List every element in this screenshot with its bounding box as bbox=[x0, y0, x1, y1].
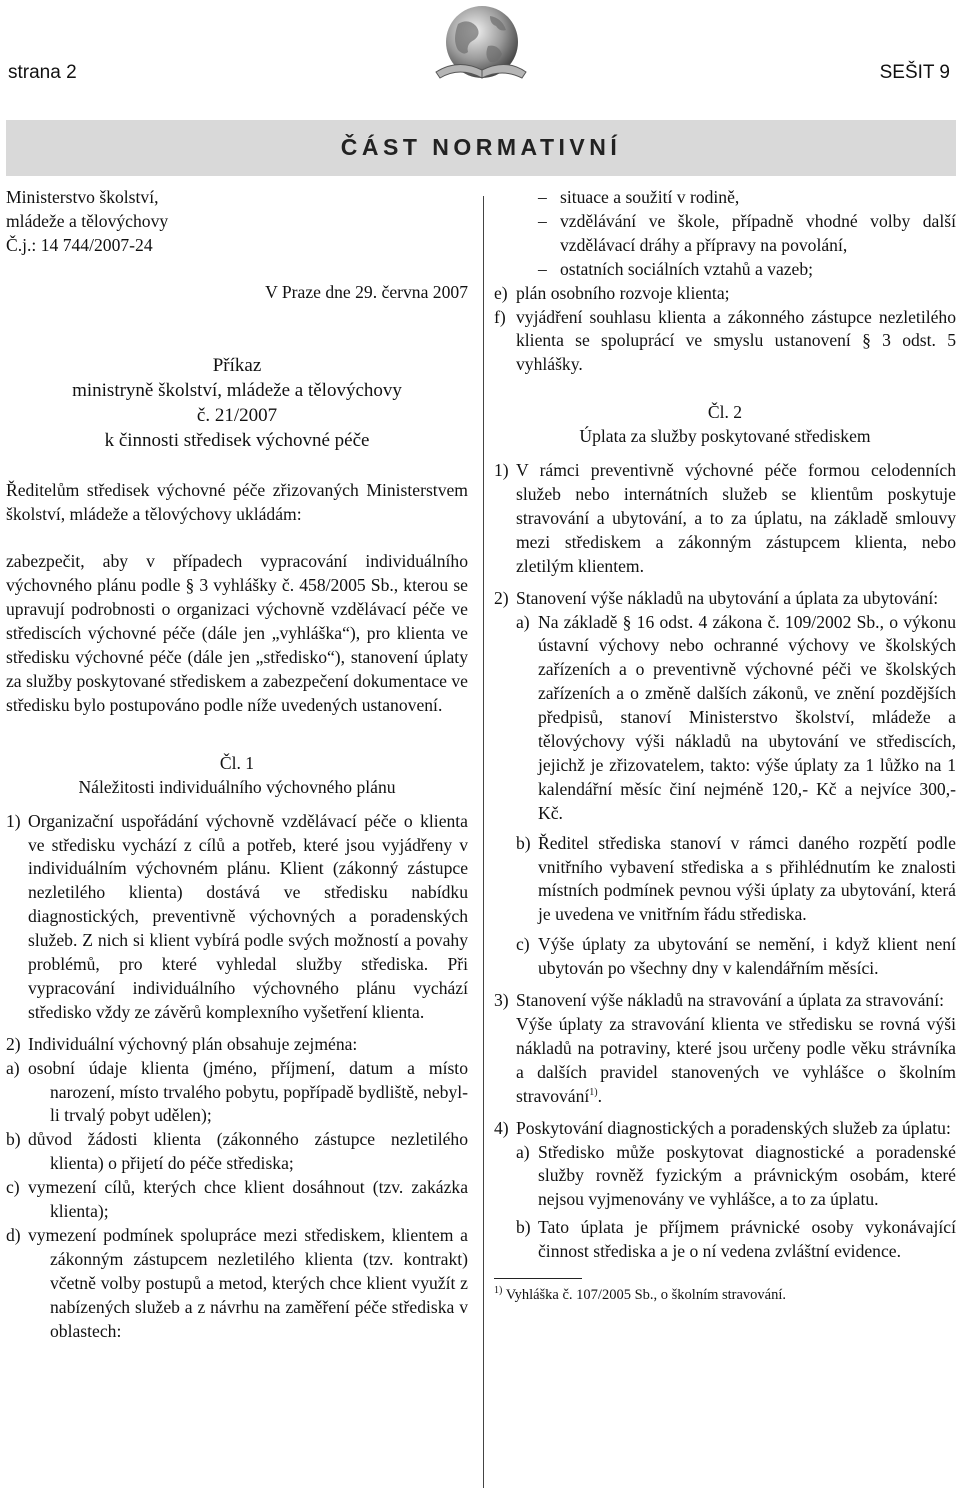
item-text: Na základě § 16 odst. 4 zákona č. 109/2002 Sb., o výkonu ústavní výchovy nebo ochranné výchovy ve školských zařízeních a o preventivně výchovné péči ve školských zařízeních a o změně dalších zákonů, ve znění pozdějších předpisů, stanoví Ministerstvo školství, mládeže a tělovýchovy výši nákladů na ubytování ve střediscích, jejichž je zřizovatelem, takto: výše úplaty za 1 lůžko na 1 kalendářní měsíc činí nejméně 120,- Kč a nejvíce 300,- Kč. bbox=[538, 611, 956, 823]
dash-text: situace a soužití v rodině, bbox=[560, 187, 740, 207]
paragraph-number: 4) bbox=[494, 1117, 509, 1138]
order-title-3: č. 21/2007 bbox=[196, 404, 278, 426]
list-item bbox=[6, 1057, 468, 1129]
item-text: plán osobního rozvoje klienta; bbox=[516, 282, 730, 303]
paragraph-text: Stanovení výše nákladů na stravování a úplata za stravování: bbox=[516, 990, 944, 1011]
footnote-text: Vyhláška č. 107/2005 Sb., o školním stravování. bbox=[502, 1287, 787, 1304]
intro-paragraph: zabezpečit, aby v případech vypracování individuálního výchovného plánu podle § 3 vyhlášky č. 458/2005 Sb., kterou se upravují podrobnosti o organizaci výchovně vzdělávací péče ve střediscích výchovné péče (dále jen „vyhláška“), pro klienta ve středisku výchovné péče (dále jen „středisko“), stanovení úplaty za služby poskytované střediskem a zabezpečení dokumentace ve středisku bylo postupováno podle níže uvedených ustanovení. bbox=[6, 551, 468, 715]
item-text: důvod žádosti klienta (zákonného zástupce nezletilého klienta) o přijetí do péče střediska; bbox=[28, 1129, 468, 1174]
order-title-4: k činnosti středisek výchovné péče bbox=[104, 429, 370, 451]
item-text: osobní údaje klienta (jméno, příjmení, datum a místo narození, místo trvalého pobytu, popřípadě bydliště, nebyl-li trvalý pobyt udělen); bbox=[28, 1057, 468, 1126]
item-text: Ředitel střediska stanoví v rámci daného rozpětí podle vnitřního vybavení střediska a s přihlédnutím ke znalosti místních podmínek pevnou výši úplaty za ubytování, která je uvedena ve vnitřním řádu střediska. bbox=[538, 832, 956, 925]
article-1-label: Čl. 1 bbox=[219, 752, 255, 773]
dash-mark: – bbox=[538, 187, 547, 207]
footnote-reference: 1) bbox=[589, 1086, 598, 1098]
paragraph-text: Poskytování diagnostických a poradenských služeb za úplatu: bbox=[516, 1117, 951, 1138]
left-column bbox=[6, 186, 468, 1344]
list-item bbox=[494, 282, 956, 306]
item-letter: a) bbox=[516, 1141, 530, 1162]
art1-paragraph-2 bbox=[6, 1033, 468, 1057]
right-column bbox=[494, 186, 956, 1305]
list-item bbox=[494, 832, 956, 928]
list-item bbox=[494, 306, 956, 378]
list-item bbox=[494, 611, 956, 826]
page-number: strana 2 bbox=[8, 62, 77, 83]
column-divider bbox=[483, 196, 484, 1488]
item-text: vyjádření souhlasu klienta a zákonného zástupce nezletilého klienta se spoluprácí ve smyslu ustanovení § 3 odst. 5 vyhlášky. bbox=[516, 306, 956, 375]
item-letter: b) bbox=[516, 832, 531, 853]
globe-book-logo-icon bbox=[428, 2, 530, 88]
paragraph-text: V rámci preventivně výchovné péče formou celodenních služeb nebo internátních služeb se klientům poskytuje stravování a ubytování, a to za úplatu, na základě smlouvy mezi střediskem a zákonným zástupcem klienta, nebo zletilým klientem. bbox=[516, 460, 956, 576]
dash-item bbox=[494, 258, 956, 282]
art2-paragraph-4 bbox=[494, 1117, 956, 1141]
article-1-title: Náležitosti individuálního výchovného plánu bbox=[78, 776, 396, 797]
item-letter: e) bbox=[494, 282, 508, 303]
footnote-mark: 1) bbox=[494, 1285, 503, 1297]
list-item bbox=[494, 1216, 956, 1264]
item-letter: c) bbox=[6, 1177, 20, 1198]
item-letter: b) bbox=[516, 1217, 531, 1238]
item-text: Středisko může poskytovat diagnostické a poradenské služby rovněž fyzickým a právnickým osobám, které nejsou vyjmenovány ve vyhlášce, a to za úplatu. bbox=[538, 1141, 956, 1210]
paragraph-number: 3) bbox=[494, 990, 509, 1011]
paragraph-text: Stanovení výše nákladů na ubytování a úplata za ubytování: bbox=[516, 587, 939, 608]
item-text: Tato úplata je příjmem právnické osoby vykonávající činnost střediska a je o ní vedena zvláštní evidence. bbox=[538, 1217, 956, 1262]
art2-paragraph-1 bbox=[494, 459, 956, 579]
footnote bbox=[494, 1285, 956, 1305]
art2-paragraph-3 bbox=[494, 989, 956, 1013]
item-text: Výše úplaty za ubytování se nemění, i když klient není ubytován po všechny dny v kalendářním měsíci. bbox=[538, 934, 956, 979]
item-letter: b) bbox=[6, 1129, 21, 1150]
paragraph-number: 2) bbox=[6, 1033, 21, 1054]
dash-item bbox=[494, 186, 956, 210]
art1-paragraph-1 bbox=[6, 810, 468, 1025]
footnote-rule bbox=[494, 1278, 582, 1279]
list-item bbox=[6, 1128, 468, 1176]
body-text-end: . bbox=[597, 1085, 603, 1106]
art2-paragraph-2 bbox=[494, 587, 956, 611]
order-title-1: Příkaz bbox=[212, 354, 262, 376]
item-letter: c) bbox=[516, 934, 530, 955]
ministry-line-1: Ministerstvo školství, bbox=[6, 187, 159, 207]
item-text: vymezení podmínek spolupráce mezi střediskem, klientem a zákonným zástupcem nezletilého klienta (tzv. kontrakt) včetně volby postupů a metod, kterých chce klient využít z nabízených služeb a z návrhu na zaměření péče střediska v oblastech: bbox=[28, 1225, 468, 1341]
list-item bbox=[494, 933, 956, 981]
date-line: V Praze dne 29. června 2007 bbox=[265, 281, 468, 302]
order-title-2: ministryně školství, mládeže a tělovýchovy bbox=[72, 379, 402, 401]
item-letter: d) bbox=[6, 1225, 21, 1245]
item-letter: a) bbox=[516, 611, 530, 632]
reference-number: Č.j.: 14 744/2007-24 bbox=[6, 234, 153, 255]
body-text: Výše úplaty za stravování klienta ve středisku se rovná výši nákladů na potraviny, které jsou určeny podle věku strávníka a dalších pravidel stanovených ve vyhlášce o školním stravování bbox=[516, 1014, 956, 1106]
item-text: vymezení cílů, kterých chce klient dosáhnout (tzv. zakázka klienta); bbox=[28, 1177, 468, 1222]
item-letter: a) bbox=[6, 1057, 20, 1078]
list-item bbox=[6, 1224, 468, 1344]
paragraph-3-body bbox=[494, 1013, 956, 1109]
paragraph-number: 1) bbox=[494, 460, 509, 481]
list-item bbox=[494, 1141, 956, 1213]
addressee-paragraph: Ředitelům středisek výchovné péče zřizovaných Ministerstvem školství, mládeže a tělovýchovy ukládám: bbox=[6, 479, 468, 524]
paragraph-number: 1) bbox=[6, 810, 21, 831]
section-title: ČÁST NORMATIVNÍ bbox=[340, 134, 622, 160]
ministry-line-2: mládeže a tělovýchovy bbox=[6, 210, 169, 231]
article-2-title: Úplata za služby poskytované střediskem bbox=[579, 426, 871, 447]
article-2-label: Čl. 2 bbox=[707, 402, 743, 423]
section-banner bbox=[6, 120, 956, 176]
paragraph-number: 2) bbox=[494, 587, 509, 608]
item-letter: f) bbox=[494, 306, 506, 327]
dash-text: ostatních sociálních vztahů a vazeb; bbox=[560, 258, 814, 279]
list-item bbox=[6, 1176, 468, 1224]
paragraph-text: Individuální výchovný plán obsahuje zejména: bbox=[28, 1033, 358, 1054]
issue-label: SEŠIT 9 bbox=[879, 62, 950, 83]
dash-mark: – bbox=[538, 258, 547, 279]
paragraph-text: Organizační uspořádání výchovně vzdělávací péče o klienta ve středisku vychází z cílů a potřeb, které jsou vyjádřeny v individuálním výchovném plánu. Klient (zákonný zástupce nezletilého klienta) dostává ve středisku nabídku diagnostických, preventivně výchovných a poradenských služeb. Z nich si klient vybírá podle svých možností a povahy problémů, pro které vyhledal služby střediska. Při vypracování individuálního výchovného plánu vychází středisko vždy ze závěrů komplexního vyšetření klienta. bbox=[28, 810, 468, 1022]
dash-item bbox=[494, 210, 956, 258]
dash-mark: – bbox=[538, 210, 547, 231]
dash-text: vzdělávání ve škole, případně vhodné volby další vzdělávací dráhy a přípravy na povolání, bbox=[560, 210, 956, 255]
